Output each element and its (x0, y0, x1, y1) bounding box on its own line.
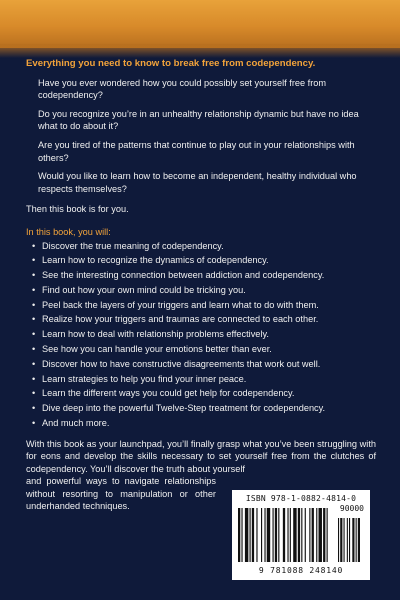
top-cover-band (0, 0, 400, 48)
list-item: • Discover how to have constructive disagreements that work out well. (32, 358, 376, 371)
list-item: • Learn strategies to help you find your inner peace. (32, 373, 376, 386)
list-item: • See how you can handle your emotions better than ever. (32, 343, 376, 356)
list-item: • Learn how to recognize the dynamics of codependency. (32, 254, 376, 267)
question-2: Do you recognize you’re in an unhealthy relationship dynamic but have no idea what to do about it? (38, 108, 359, 132)
in-this-book-heading: In this book, you will: (26, 226, 111, 237)
isbn-barcode (232, 490, 370, 580)
closing-paragraph-continued: and powerful ways to navigate relationships without resorting to manipulation or other underhanded techniques. (26, 476, 216, 512)
list-item: • See the interesting connection between addiction and codependency. (32, 269, 376, 282)
benefits-list (32, 240, 376, 430)
then-text: Then this book is for you. (26, 204, 129, 215)
barcode-number: 9 781088 248140 (258, 566, 344, 575)
list-item: • Discover the true meaning of codependency. (32, 240, 376, 253)
barcode-bars (238, 508, 364, 564)
list-item: • And much more. (32, 417, 376, 430)
list-item: • Learn how to deal with relationship problems effectively. (32, 328, 376, 341)
list-item: • Dive deep into the powerful Twelve-Step treatment for codependency. (32, 402, 376, 415)
list-item: • Realize how your triggers and traumas are connected to each other. (32, 313, 376, 326)
closing-paragraph: With this book as your launchpad, you’ll finally grasp what you’ve been struggling with for eons and develop the skills necessary to set yourself free from the clutches of codependency. You’ll discover the truth about yourself (26, 438, 376, 474)
headline: Everything you need to know to break free from codependency. (26, 58, 316, 69)
list-item: • Learn the different ways you could get help for codependency. (32, 387, 376, 400)
question-4: Would you like to learn how to become an independent, healthy individual who respects themselves? (38, 171, 357, 194)
isbn-text: ISBN 978-1-0882-4814-0 (245, 494, 357, 503)
list-item: • Peel back the layers of your triggers and learn what to do with them. (32, 299, 376, 312)
back-cover-text (26, 58, 376, 513)
question-3: Are you tired of the patterns that continue to play out in your relationships with others? (38, 139, 355, 163)
list-item: • Find out how your own mind could be tricking you. (32, 284, 376, 297)
question-1: Have you ever wondered how you could possibly set yourself free from codependency? (38, 77, 327, 101)
price-addon: 90000 (339, 504, 364, 513)
